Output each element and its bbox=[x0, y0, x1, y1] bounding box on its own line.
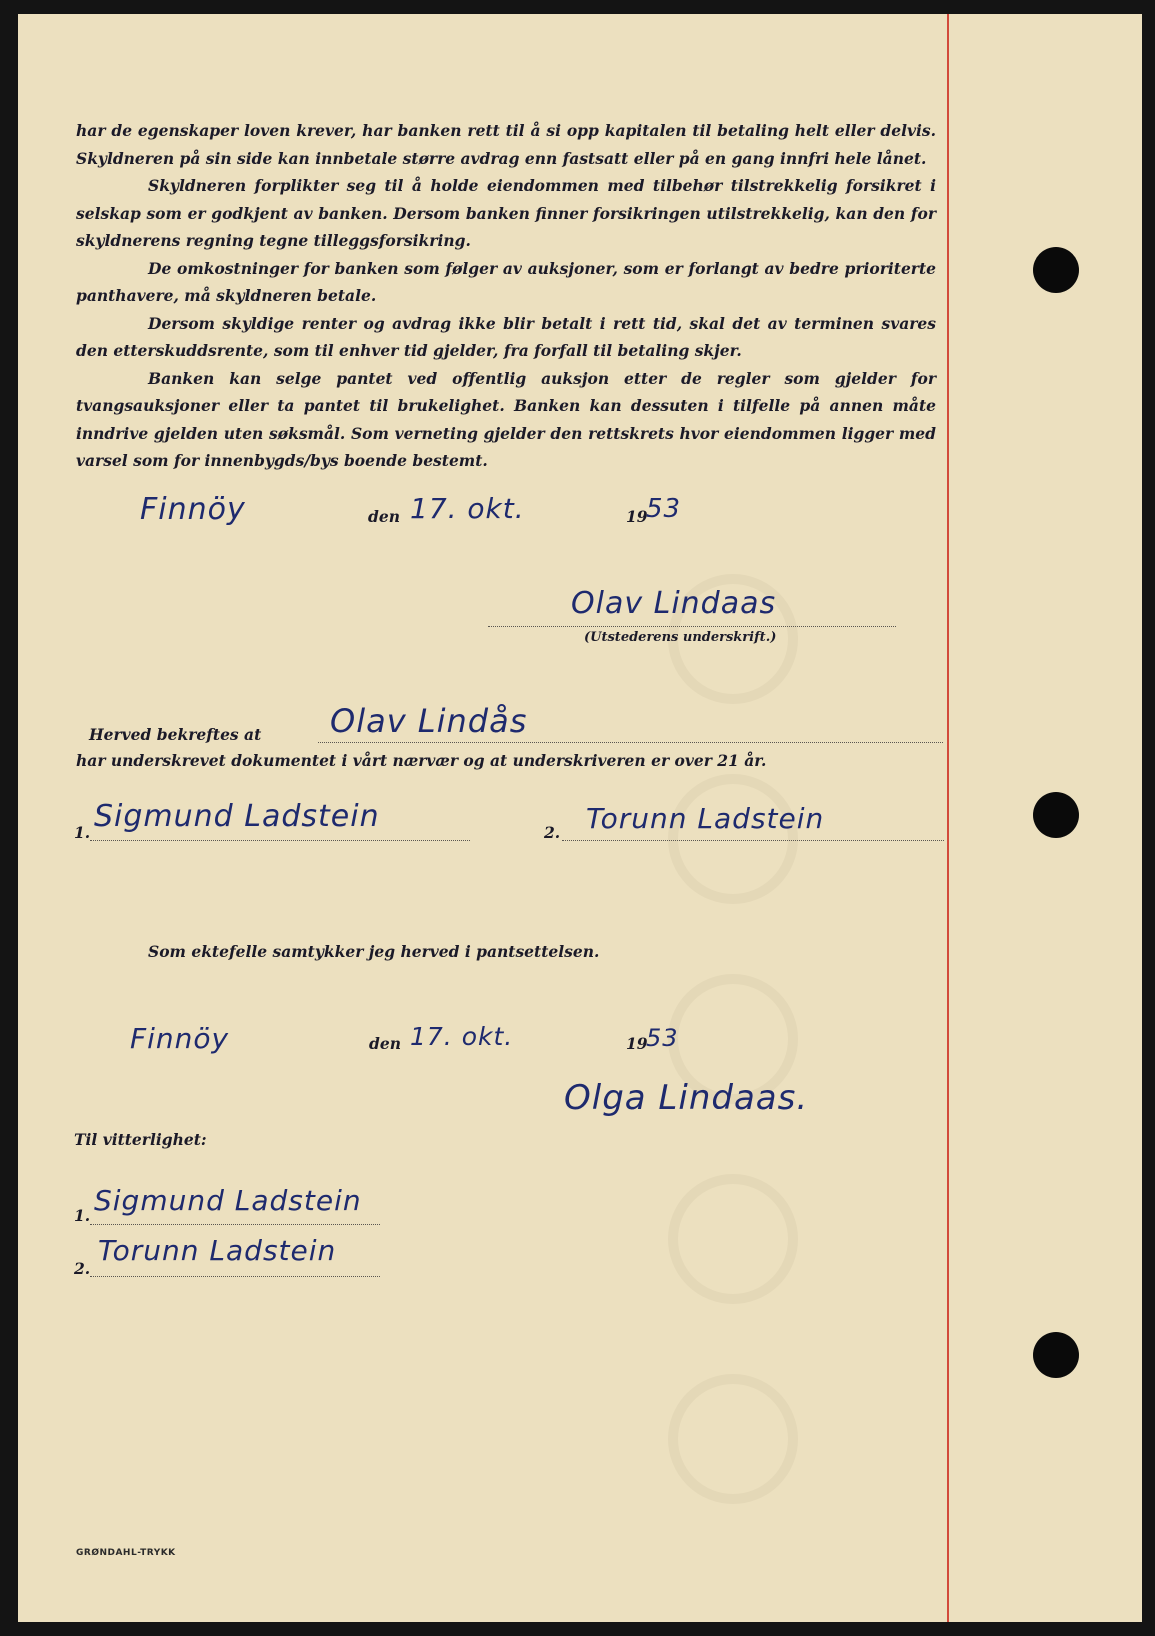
watermark-ring bbox=[668, 1374, 798, 1504]
place-handwritten: Finnöy bbox=[140, 492, 246, 527]
confirmed-name-handwritten: Olav Lindås bbox=[330, 702, 528, 740]
paragraph: har de egenskaper loven krever, har banken rett til å si opp kapitalen til betaling helt eller delvis. Skyldneren på sin side kan innbetale større avdrag enn fastsatt eller på en gang innfri hele lånet. bbox=[76, 121, 936, 168]
year-suffix-handwritten: 53 bbox=[646, 1024, 679, 1052]
paragraph: Dersom skyldige renter og avdrag ikke blir betalt i rett tid, skal det av terminen svares den etterskuddsrente, som til enhver tid gjelder, fra forfall til betaling skjer. bbox=[76, 313, 936, 360]
den-label: den bbox=[368, 507, 400, 526]
spouse-signature: Olga Lindaas. bbox=[564, 1078, 809, 1118]
punch-hole bbox=[1033, 792, 1079, 838]
year-prefix: 19 bbox=[626, 1034, 648, 1053]
witness-line bbox=[562, 840, 944, 841]
witness-signature: Torunn Ladstein bbox=[98, 1234, 337, 1267]
date-handwritten: 17. okt. bbox=[410, 1022, 514, 1051]
year-prefix: 19 bbox=[626, 507, 648, 526]
punch-hole bbox=[1033, 247, 1079, 293]
year-suffix-handwritten: 53 bbox=[646, 494, 682, 524]
den-label: den bbox=[369, 1034, 401, 1053]
witness-number: 1. bbox=[74, 823, 91, 842]
signature-line bbox=[488, 626, 896, 627]
paragraph: De omkostninger for banken som følger av auksjoner, som er forlangt av bedre prioriterte panthavere, må skyldneren betale. bbox=[76, 258, 936, 305]
watermark-ring bbox=[668, 1174, 798, 1304]
witness-line bbox=[90, 1276, 380, 1277]
witness-signature: Sigmund Ladstein bbox=[94, 799, 380, 834]
witness-line bbox=[90, 1224, 380, 1225]
attestation-label: Til vitterlighet: bbox=[74, 1130, 207, 1149]
name-line bbox=[318, 742, 943, 743]
confirmation-statement: har underskrevet dokumentet i vårt nærvær og at underskriveren er over 21 år. bbox=[76, 751, 767, 770]
paragraph: Skyldneren forplikter seg til å holde eiendommen med tilbehør tilstrekkelig forsikret i selskap som er godkjent av banken. Dersom banken finner forsikringen utilstrekkelig, kan den for skyldnerens regning tegne tilleggsforsikring. bbox=[76, 176, 936, 250]
witness-number: 1. bbox=[74, 1206, 91, 1225]
witness-signature: Torunn Ladstein bbox=[586, 802, 825, 835]
issuer-signature: Olav Lindaas bbox=[571, 586, 777, 621]
punch-hole bbox=[1033, 1332, 1079, 1378]
place-handwritten: Finnöy bbox=[130, 1022, 230, 1055]
paragraph: Banken kan selge pantet ved offentlig auksjon etter de regler som gjelder for tvangsauksjoner eller ta pantet til brukelighet. Banken kan dessuten i tilfelle på annen måte inndrive gjelden uten søksmål. Som verneting gjelder den rettskrets hvor eiendommen ligger med varsel som for innenbygds/bys boende bestemt. bbox=[76, 368, 936, 470]
document-page bbox=[18, 14, 1142, 1622]
witness-number: 2. bbox=[74, 1259, 91, 1278]
loan-terms-text bbox=[76, 117, 936, 475]
confirmation-prefix: Herved bekreftes at bbox=[89, 725, 262, 744]
margin-line bbox=[947, 14, 949, 1622]
date-handwritten: 17. okt. bbox=[410, 492, 525, 525]
witness-line bbox=[90, 840, 470, 841]
witness-number: 2. bbox=[544, 823, 561, 842]
consent-text: Som ektefelle samtykker jeg herved i pantsettelsen. bbox=[148, 942, 600, 961]
witness-signature: Sigmund Ladstein bbox=[94, 1184, 362, 1217]
printer-imprint: GRØNDAHL-TRYKK bbox=[76, 1548, 176, 1558]
watermark-ring bbox=[668, 774, 798, 904]
issuer-caption: (Utstederens underskrift.) bbox=[584, 630, 777, 645]
